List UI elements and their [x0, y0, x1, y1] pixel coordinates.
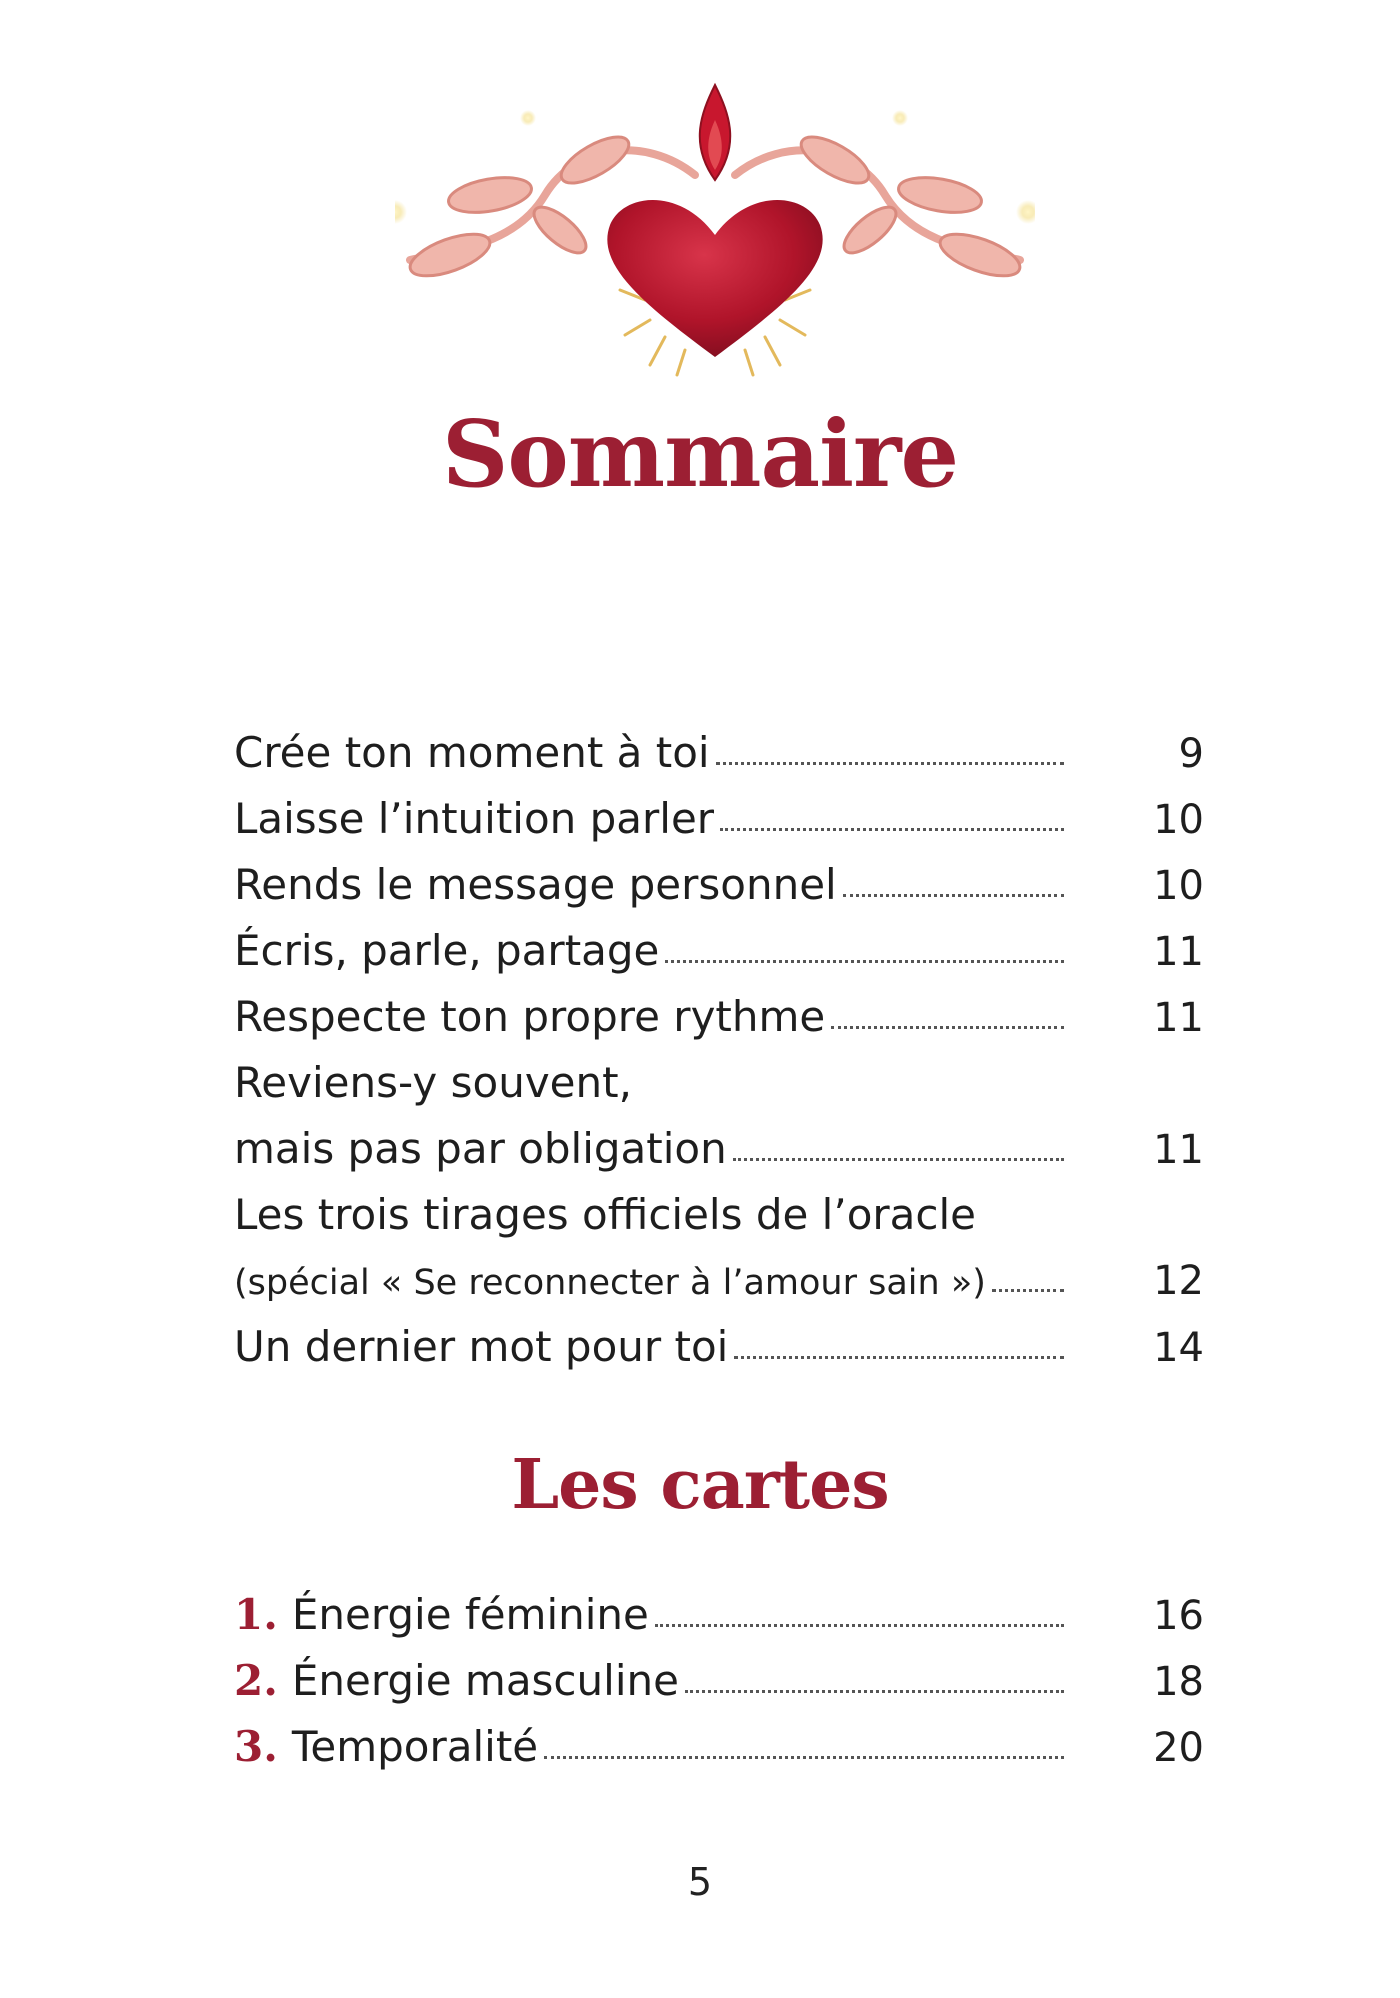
toc-entry[interactable]: [234, 852, 1204, 918]
dot-leader: [720, 827, 1064, 831]
toc-entry-page: 10: [1153, 863, 1204, 909]
dot-leader: [716, 761, 1064, 765]
dot-leader: [665, 959, 1064, 963]
dot-leader: [843, 893, 1064, 897]
dot-leader: [734, 1355, 1064, 1359]
toc-entry-label: Respecte ton propre rythme: [234, 992, 826, 1041]
toc-entry-page: 10: [1153, 797, 1204, 843]
page-number: 5: [687, 1860, 713, 1904]
toc-entry-page: 11: [1153, 929, 1204, 975]
toc-entry-page: 11: [1153, 995, 1204, 1041]
dot-leader: [544, 1755, 1064, 1759]
toc-entry[interactable]: [234, 1314, 1204, 1380]
toc-entry-label: Rends le message personnel: [234, 860, 837, 909]
dot-leader: [733, 1157, 1064, 1161]
toc-entry-page: 12: [1153, 1258, 1204, 1304]
dot-leader: [831, 1025, 1064, 1029]
toc-entry-page: 14: [1153, 1325, 1204, 1371]
cards-list: [234, 1582, 1204, 1780]
toc-entry-label: Laisse l’intuition parler: [234, 794, 715, 843]
dot-leader: [685, 1689, 1064, 1693]
toc-entry[interactable]: [234, 786, 1204, 852]
card-page: 18: [1153, 1659, 1204, 1705]
toc-entry[interactable]: [234, 720, 1204, 786]
card-number: 3.: [234, 1722, 278, 1771]
card-label: Énergie féminine: [291, 1590, 649, 1639]
toc-entry-label: Écris, parle, partage: [234, 926, 660, 975]
table-of-contents: [234, 720, 1204, 1380]
dot-leader: [992, 1288, 1064, 1292]
card-entry[interactable]: [234, 1714, 1204, 1780]
card-number: 2.: [234, 1656, 278, 1705]
card-page: 20: [1153, 1725, 1204, 1771]
toc-entry-page: 11: [1153, 1127, 1204, 1173]
toc-entry[interactable]: [234, 1050, 1204, 1116]
toc-entry[interactable]: [234, 1248, 1204, 1314]
toc-entry[interactable]: [234, 1116, 1204, 1182]
toc-entry[interactable]: [234, 918, 1204, 984]
heart-flame-ornament-icon: [395, 75, 1035, 385]
toc-entry-label: Les trois tirages officiels de l’oracle: [234, 1190, 976, 1239]
card-page: 16: [1153, 1593, 1204, 1639]
section-title: Les cartes: [511, 1445, 889, 1525]
toc-entry-label: (spécial « Se reconnecter à l’amour sain »): [234, 1263, 986, 1303]
toc-entry-label: mais pas par obligation: [234, 1124, 727, 1173]
toc-entry-label: Reviens-y souvent,: [234, 1058, 632, 1107]
toc-entry[interactable]: [234, 1182, 1204, 1248]
page-title: Sommaire: [441, 400, 959, 508]
card-entry[interactable]: [234, 1648, 1204, 1714]
toc-entry-page: 9: [1178, 731, 1204, 777]
card-number: 1.: [234, 1590, 278, 1639]
toc-entry-label: Crée ton moment à toi: [234, 728, 710, 777]
card-label: Énergie masculine: [291, 1656, 679, 1705]
card-label: Temporalité: [291, 1722, 539, 1771]
card-entry[interactable]: [234, 1582, 1204, 1648]
toc-entry-label: Un dernier mot pour toi: [234, 1322, 729, 1371]
dot-leader: [655, 1623, 1064, 1627]
toc-entry[interactable]: [234, 984, 1204, 1050]
